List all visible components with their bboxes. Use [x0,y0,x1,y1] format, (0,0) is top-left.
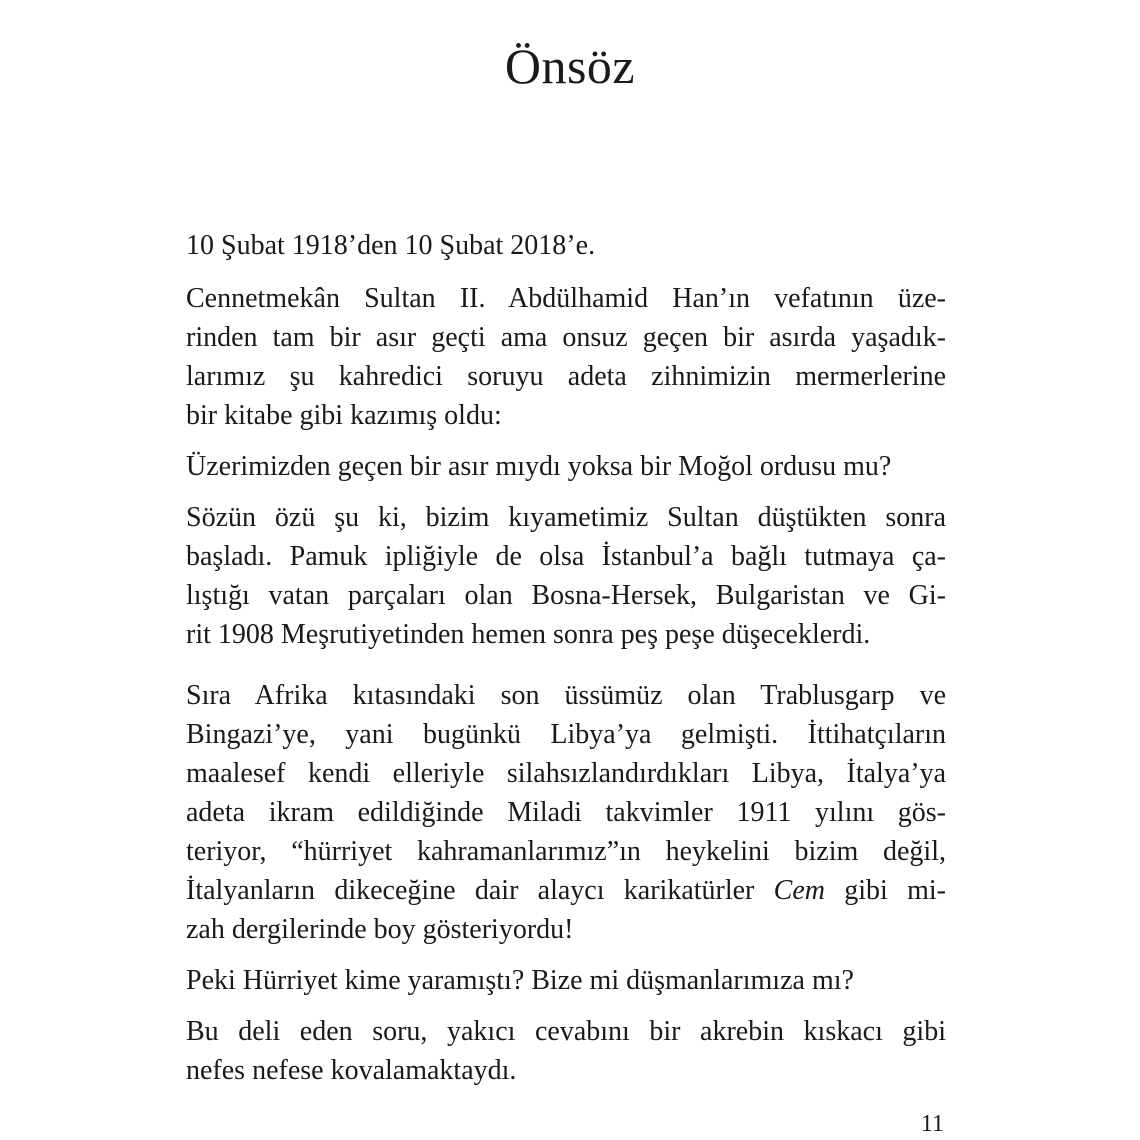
magazine-name: Cem [773,875,825,906]
text-line: zah dergilerinde boy gösteriyordu! [186,914,574,945]
paragraph-sultan [186,498,946,654]
page-number: 11 [920,1111,944,1137]
paragraph-freedom-question [186,961,946,1000]
text-line: rinden tam bir asır geçti ama onsuz geçen bir asırda yaşadık- [186,322,946,353]
paragraph-intro [186,279,946,435]
paragraph-libya [186,676,946,949]
paragraph-closing [186,1012,946,1090]
text-line: 10 Şubat 1918’den 10 Şubat 2018’e. [186,230,596,261]
text-line: Sözün özü şu ki, bizim kıyametimiz Sultan düştükten sonra [186,502,946,533]
text-line: Üzerimizden geçen bir asır mıydı yoksa bir Moğol ordusu mu? [186,451,892,482]
text-line: larımız şu kahredici soruyu adeta zihnimizin mermerlerine [186,361,946,392]
body-text [186,226,946,1090]
text-line: teriyor, “hürriyet kahramanlarımız”ın heykelini bizim değil, [186,836,946,867]
text-line: bir kitabe gibi kazımış oldu: [186,400,502,431]
paragraph-question [186,447,946,486]
text-line-with-italic [186,871,946,910]
text-line: Bu deli eden soru, yakıcı cevabını bir akrebin kıskacı gibi [186,1016,946,1047]
text-line: lıştığı vatan parçaları olan Bosna-Hersek, Bulgaristan ve Gi- [186,580,946,611]
text-line: Bingazi’ye, yani bugünkü Libya’ya gelmişti. İttihatçıların [186,719,946,750]
text-line: başladı. Pamuk ipliğiyle de olsa İstanbul’a bağlı tutmaya ça- [186,541,946,572]
text-segment: gibi mi- [825,875,946,906]
text-line: Cennetmekân Sultan II. Abdülhamid Han’ın vefatının üze- [186,283,946,314]
paragraph-date-line [186,226,946,265]
page-title: Önsöz [504,37,636,94]
text-line: maalesef kendi elleriyle silahsızlandırdıkları Libya, İtalya’ya [186,758,946,789]
text-line: nefes nefese kovalamaktaydı. [186,1055,517,1086]
text-line: Sıra Afrika kıtasındaki son üssümüz olan Trablusgarp ve [186,680,946,711]
text-line: Peki Hürriyet kime yaramıştı? Bize mi düşmanlarımıza mı? [186,965,854,996]
text-line: adeta ikram edildiğinde Miladi takvimler 1911 yılını gös- [186,797,946,828]
text-segment: İtalyanların dikeceğine dair alaycı karikatürler [186,875,755,906]
text-line: rit 1908 Meşrutiyetinden hemen sonra peş peşe düşeceklerdi. [186,619,871,650]
